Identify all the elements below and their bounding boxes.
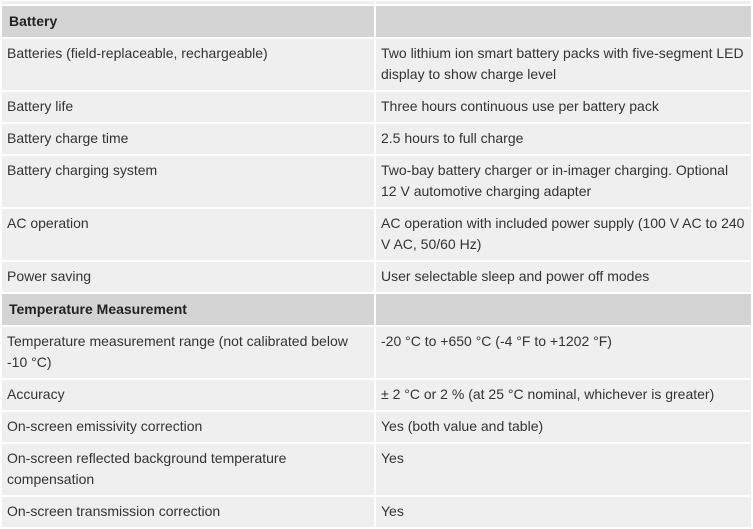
table-row [1,326,752,379]
spec-value: Yes [375,443,752,496]
spec-label: Accuracy [1,379,375,411]
spec-value: Three hours continuous use per battery pack [375,91,752,123]
spec-label: Power saving [1,261,375,293]
table-row [1,379,752,411]
spec-value: -20 °C to +650 °C (-4 °F to +1202 °F) [375,326,752,379]
section-header-battery [1,5,752,38]
spec-value: Two-bay battery charger or in-imager charging. Optional 12 V automotive charging adapter [375,155,752,208]
spec-label: On-screen transmission correction [1,496,375,528]
spec-label: Battery life [1,91,375,123]
spec-value: Two lithium ion smart battery packs with five-segment LED display to show charge level [375,38,752,91]
spec-label: Battery charge time [1,123,375,155]
section-header-temperature-measurement [1,293,752,326]
table-row [1,38,752,91]
section-header-filler [375,5,752,38]
spec-label: Batteries (field-replaceable, rechargeable) [1,38,375,91]
spec-value: AC operation with included power supply (100 V AC to 240 V AC, 50/60 Hz) [375,208,752,261]
table-row [1,155,752,208]
spec-label: Battery charging system [1,155,375,208]
table-row [1,411,752,443]
table-row [1,91,752,123]
spec-value: ± 2 °C or 2 % (at 25 °C nominal, whichever is greater) [375,379,752,411]
table-row [1,261,752,293]
spec-label: On-screen emissivity correction [1,411,375,443]
spec-value: Yes [375,496,752,528]
spec-label: Temperature measurement range (not calibrated below -10 °C) [1,326,375,379]
section-title: Battery [1,5,375,38]
table-row [1,496,752,528]
spec-value: User selectable sleep and power off modes [375,261,752,293]
spec-label: On-screen reflected background temperature compensation [1,443,375,496]
table-row [1,443,752,496]
spec-value: 2.5 hours to full charge [375,123,752,155]
section-header-filler [375,293,752,326]
section-title: Temperature Measurement [1,293,375,326]
spec-value: Yes (both value and table) [375,411,752,443]
spec-label: AC operation [1,208,375,261]
table-row [1,123,752,155]
table-row [1,208,752,261]
